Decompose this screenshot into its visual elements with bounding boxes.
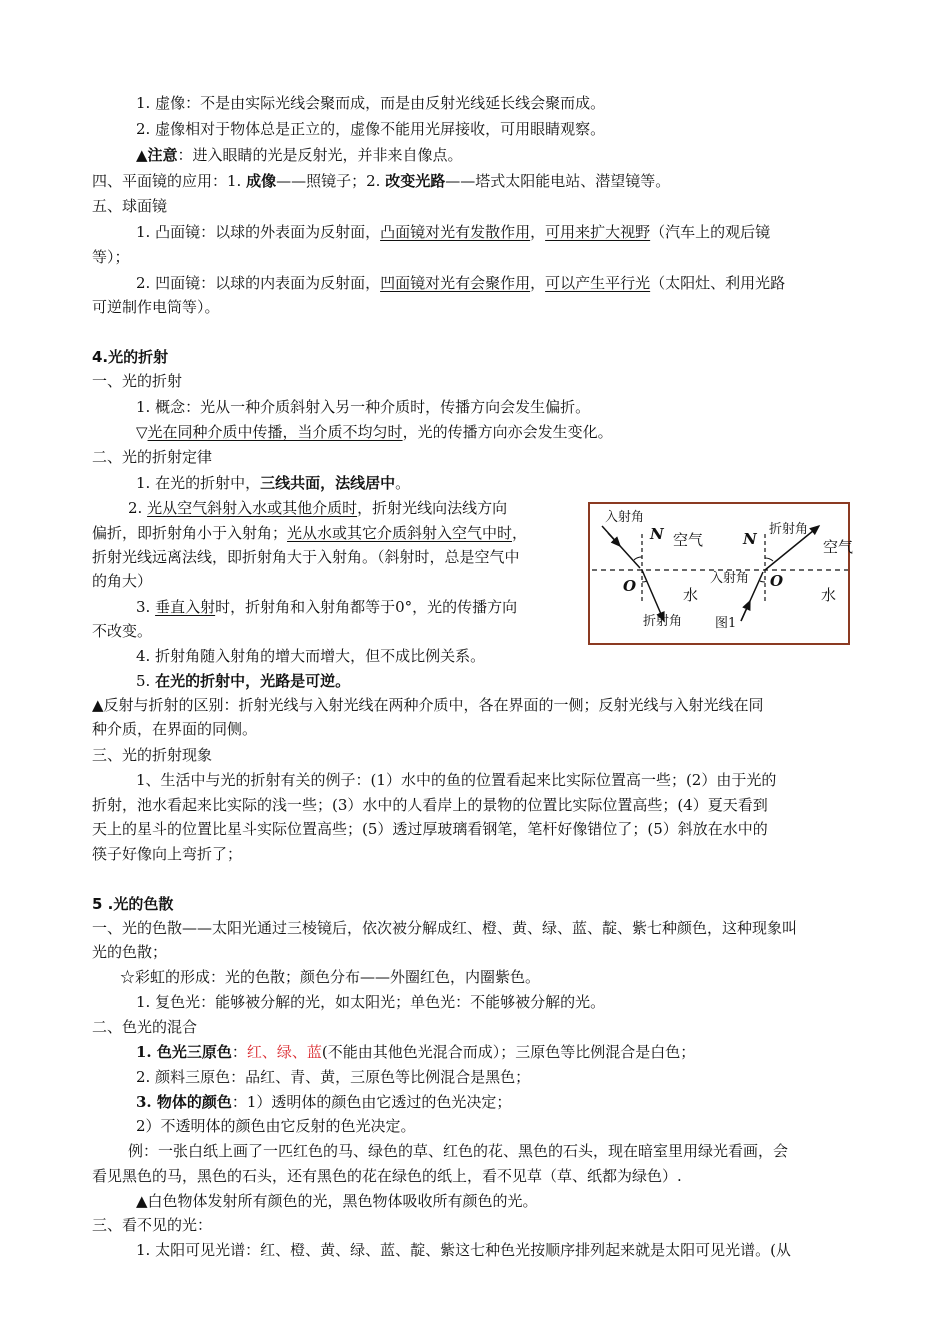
law-item-2-cont bbox=[92, 522, 527, 544]
plane-mirror-uses bbox=[92, 170, 670, 192]
right-air-label: 空气 bbox=[823, 538, 854, 556]
complex-light-line: 1. 复色光：能够被分解的光，如太阳光；单色光：不能够被分解的光。 bbox=[136, 993, 606, 1011]
phenomena-line-1: 1、生活中与光的折射有关的例子：(1）水中的鱼的位置看起来比实际位置高一些；(2）由于光的 bbox=[136, 771, 777, 789]
virtual-image-item-1: 1. 虚像：不是由实际光线会聚而成，而是由反射光线延长线会聚而成。 bbox=[136, 94, 606, 112]
refraction-law-heading: 二、光的折射定律 bbox=[92, 448, 213, 466]
law-item-5 bbox=[136, 670, 350, 692]
left-normal-label: N bbox=[650, 525, 664, 543]
text-span: 。 bbox=[395, 474, 411, 492]
left-water-label: 水 bbox=[683, 586, 699, 604]
right-point-o: O bbox=[770, 572, 784, 590]
pigment-primaries: 2. 颜料三原色：品红、青、黄，三原色等比例混合是黑色； bbox=[136, 1068, 531, 1086]
invisible-light-heading: 三、看不见的光： bbox=[92, 1216, 213, 1234]
left-point-o: O bbox=[623, 577, 637, 595]
text-span: ：1）透明体的颜色由它透过的色光决定； bbox=[231, 1093, 512, 1111]
left-incident-angle-arc bbox=[634, 557, 642, 560]
bold-term: 三线共面，法线居中 bbox=[260, 474, 396, 492]
phenomena-line-4: 筷子好像向上弯折了； bbox=[92, 845, 243, 863]
law-item-2-cont-2: 折射光线远离法线，即折射角大于入射角。（斜射时，总是空气中 bbox=[92, 548, 520, 566]
figure-caption: 图1 bbox=[715, 616, 737, 631]
refraction-title: 4.光的折射 bbox=[92, 348, 169, 366]
nonuniform-medium-note bbox=[136, 421, 613, 443]
law-item-4: 4. 折射角随入射角的增大而增大，但不成比例关系。 bbox=[136, 647, 486, 665]
reflection-vs-refraction-cont: 种介质，在界面的同侧。 bbox=[92, 720, 258, 738]
left-incident-arrow bbox=[608, 533, 620, 546]
text-span: （汽车上的观后镜 bbox=[650, 223, 771, 241]
dispersion-def-cont: 光的色散； bbox=[92, 943, 168, 961]
refraction-phenomena-heading: 三、光的折射现象 bbox=[92, 746, 213, 764]
text-span: ，折射光线向法线方向 bbox=[357, 499, 508, 517]
text-span: 1. 凸面镜：以球的外表面为反射面， bbox=[136, 223, 381, 241]
dispersion-def: 一、光的色散——太阳光通过三棱镜后，依次被分解成红、橙、黄、绿、蓝、靛、紫七种颜色，这种现象叫 bbox=[92, 919, 798, 937]
bold-term: 3. 物体的颜色 bbox=[136, 1093, 232, 1111]
bold-term: 在光的折射中，光路是可逆。 bbox=[155, 672, 351, 690]
right-water-label: 水 bbox=[821, 586, 837, 604]
law-item-2 bbox=[128, 497, 507, 519]
concave-mirror-line bbox=[136, 272, 785, 294]
underlined-text: 可以产生平行光 bbox=[545, 274, 651, 292]
law-item-2-cont-3: 的角大） bbox=[92, 572, 153, 590]
text-span: (不能由其他色光混合而成）；三原色等比例混合是白色； bbox=[321, 1043, 696, 1061]
dispersion-title: 5 .光的色散 bbox=[92, 895, 174, 913]
note-mark: ▲注意 bbox=[136, 146, 178, 164]
rainbow-line: ☆彩虹的形成：光的色散；颜色分布——外圈红色，内圈紫色。 bbox=[120, 968, 541, 986]
note-line bbox=[136, 144, 463, 166]
text-span: 2. bbox=[128, 499, 148, 517]
right-incident-arrow bbox=[741, 601, 750, 621]
law-item-1 bbox=[136, 472, 410, 494]
right-incident-angle-label: 入射角 bbox=[710, 571, 750, 586]
text-span: （太阳灶、利用光路 bbox=[650, 274, 786, 292]
law-item-3 bbox=[136, 596, 517, 618]
underlined-text: 光从空气斜射入水或其他介质时 bbox=[147, 499, 358, 517]
right-normal-label: N bbox=[743, 530, 757, 548]
note-text: ：进入眼睛的光是反射光，并非来自像点。 bbox=[177, 146, 463, 164]
text-span: ——照镜子；2. bbox=[276, 172, 386, 190]
primary-light-colors bbox=[136, 1041, 695, 1063]
refraction-concept: 1. 概念：光从一种介质斜射入另一种介质时，传播方向会发生偏折。 bbox=[136, 398, 591, 416]
underlined-text: 凸面镜对光有发散作用 bbox=[380, 223, 531, 241]
left-refraction-angle-label: 折射角 bbox=[643, 614, 683, 629]
text-span: ，光的传播方向亦会发生变化。 bbox=[402, 423, 613, 441]
spherical-mirror-heading: 五、球面镜 bbox=[92, 197, 168, 215]
concave-mirror-line-2: 可逆制作电筒等）。 bbox=[92, 298, 220, 316]
bold-term: 改变光路 bbox=[385, 172, 446, 190]
law-item-3-cont: 不改变。 bbox=[92, 622, 153, 640]
white-black-note: ▲白色物体发射所有颜色的光，黑色物体吸收所有颜色的光。 bbox=[136, 1192, 538, 1210]
text-span: ： bbox=[231, 1043, 247, 1061]
text-span: ， bbox=[530, 223, 546, 241]
left-incident-angle-label: 入射角 bbox=[605, 510, 645, 525]
example-line-1: 例：一张白纸上画了一匹红色的马、绿色的草、红色的花、黑色的石头，现在暗室里用绿光看画，会 bbox=[128, 1142, 789, 1160]
bold-term: 成像 bbox=[246, 172, 277, 190]
text-span: 偏折，即折射角小于入射角； bbox=[92, 524, 288, 542]
color-mixing-heading: 二、色光的混合 bbox=[92, 1018, 198, 1036]
left-incident-ray bbox=[602, 526, 640, 568]
triangle-mark: ▽ bbox=[136, 423, 148, 441]
underlined-text: 光从水或其它介质斜射入空气中时 bbox=[287, 524, 513, 542]
text-span: 3. bbox=[136, 598, 156, 616]
underlined-text: 凹面镜对光有会聚作用 bbox=[380, 274, 531, 292]
refraction-diagram bbox=[588, 502, 854, 645]
left-refracted-angle-arc bbox=[642, 581, 647, 582]
opaque-color-line: 2）不透明体的颜色由它反射的色光决定。 bbox=[136, 1117, 416, 1135]
example-line-2: 看见黑色的马，黑色的石头，还有黑色的花在绿色的纸上，看不见草（草、纸都为绿色）. bbox=[92, 1167, 682, 1185]
red-text: 红、绿、蓝 bbox=[246, 1043, 322, 1061]
refraction-heading-1: 一、光的折射 bbox=[92, 372, 183, 390]
text-span: ， bbox=[530, 274, 546, 292]
underlined-text: 垂直入射 bbox=[155, 598, 216, 616]
right-refracted-angle-arc bbox=[765, 558, 773, 561]
virtual-image-item-2: 2. 虚像相对于物体总是正立的，虚像不能用光屏接收，可用眼睛观察。 bbox=[136, 120, 606, 138]
object-color-line bbox=[136, 1091, 511, 1113]
convex-mirror-line-2: 等）； bbox=[92, 248, 130, 266]
phenomena-line-3: 天上的星斗的位置比星斗实际位置高些；(5）透过厚玻璃看钢笔，笔杆好像错位了；(5）斜放在水中的 bbox=[92, 820, 768, 838]
bold-term: 1. 色光三原色 bbox=[136, 1043, 232, 1061]
text-span: 5. bbox=[136, 672, 156, 690]
right-incident-angle-arc bbox=[760, 581, 765, 582]
text-span: ——塔式太阳能电站、潜望镜等。 bbox=[445, 172, 671, 190]
convex-mirror-line bbox=[136, 221, 770, 243]
phenomena-line-2: 折射，池水看起来比实际的浅一些；(3）水中的人看岸上的景物的位置比实际位置高些；(4）夏天看到 bbox=[92, 796, 768, 814]
left-air-label: 空气 bbox=[673, 531, 704, 549]
underlined-text: 可用来扩大视野 bbox=[545, 223, 651, 241]
reflection-vs-refraction: ▲反射与折射的区别：折射光线与入射光线在两种介质中，各在界面的一侧；反射光线与入射光线在同 bbox=[92, 696, 764, 714]
text-span: ， bbox=[512, 524, 528, 542]
right-refraction-angle-label: 折射角 bbox=[769, 522, 809, 537]
text-span: 1. 在光的折射中， bbox=[136, 474, 261, 492]
underlined-text: 光在同种介质中传播，当介质不均匀时 bbox=[147, 423, 403, 441]
text-span: 四、平面镜的应用：1. bbox=[92, 172, 247, 190]
text-span: 时，折射角和入射角都等于0°，光的传播方向 bbox=[215, 598, 518, 616]
visible-spectrum-line: 1. 太阳可见光谱：红、橙、黄、绿、蓝、靛、紫这七种色光按顺序排列起来就是太阳可见光谱。(从 bbox=[136, 1241, 791, 1259]
text-span: 2. 凹面镜：以球的内表面为反射面， bbox=[136, 274, 381, 292]
